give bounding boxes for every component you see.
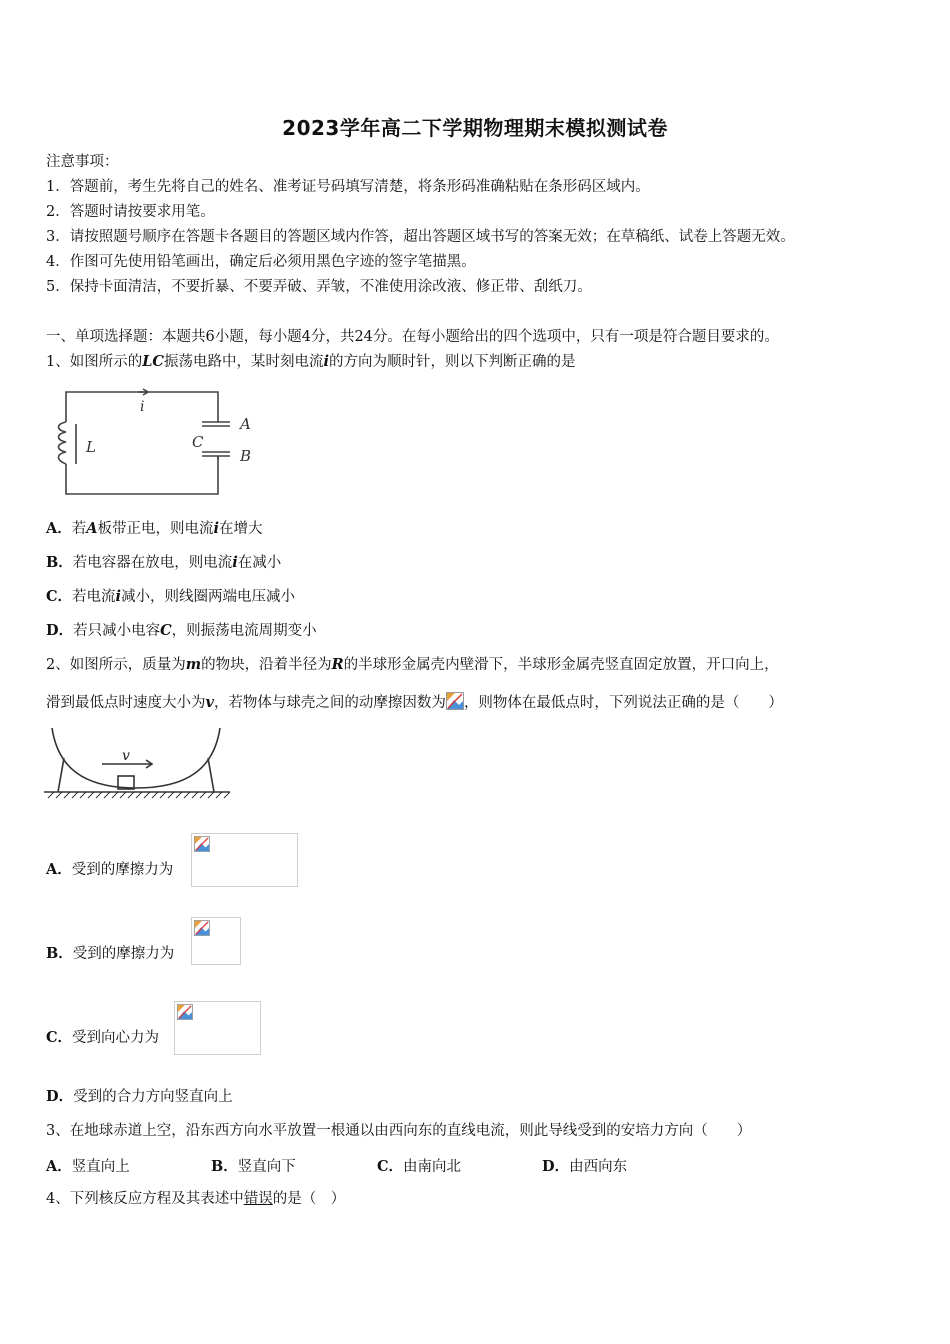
q1-stem-part: 的方向为顺时针，则以下判断正确的是 [329, 354, 576, 370]
option-text: 若电容器在放电，则电流 [72, 555, 233, 571]
broken-image-icon [194, 836, 210, 852]
option-label: A． [46, 520, 72, 537]
q1-option-d [46, 621, 317, 641]
option-text: 受到的合力方向竖直向上 [73, 1089, 233, 1105]
option-label: A． [46, 1158, 72, 1175]
section-heading: 一、单项选择题：本题共6小题，每小题4分，共24分。在每小题给出的四个选项中，只有一项是符合题目要求的。 [46, 329, 779, 345]
notice-item-3: 3．请按照题号顺序在答题卡各题目的答题区域内作答，超出答题区域书写的答案无效；在草稿纸、试卷上答题无效。 [46, 229, 795, 245]
q2-option-a [46, 860, 173, 880]
question-3-stem: 3、在地球赤道上空，沿东西方向水平放置一根通以由西向东的直线电流，则此导线受到的安培力方向（ ） [46, 1123, 752, 1139]
plate-b-label: B [240, 447, 252, 465]
q3-options-row [46, 1155, 906, 1175]
option-text: 受到向心力为 [72, 1030, 160, 1046]
option-text: 若 [71, 521, 87, 537]
inductor-label: L [86, 438, 96, 456]
q4-stem-part: 的是（ ） [272, 1191, 346, 1207]
option-text: 竖直向上 [71, 1159, 130, 1175]
q2-option-c [46, 1028, 159, 1048]
notice-heading: 注意事项： [46, 154, 119, 170]
option-symbol: A [86, 520, 98, 537]
option-label: D． [542, 1158, 570, 1175]
option-label: D． [46, 1088, 74, 1105]
option-text: 在增大 [219, 521, 263, 537]
option-label: B． [46, 945, 73, 962]
broken-image-icon [446, 692, 464, 710]
lc-circuit-figure [52, 382, 274, 502]
notice-item-1: 1．答题前，考生先将自己的姓名、准考证号码填写清楚，将条形码准确粘贴在条形码区域内。 [46, 179, 650, 195]
notice-item-5: 5．保持卡面清洁，不要折暴、不要弄破、弄皱，不准使用涂改液、修正带、刮纸刀。 [46, 279, 592, 295]
broken-image-icon [177, 1004, 193, 1020]
q1-stem-part: 振荡电路中，某时刻电流 [163, 354, 324, 370]
option-symbol: C [160, 622, 172, 639]
formula-image-placeholder [174, 1001, 261, 1055]
formula-image-placeholder [191, 833, 298, 887]
option-label: C． [46, 588, 73, 605]
page-title: 2023学年高二下学期物理期末模拟测试卷 [282, 116, 668, 140]
q1-i-symbol: i [323, 353, 329, 370]
q2-stem-part: 的物块，沿着半径为 [201, 657, 332, 673]
formula-image-placeholder [191, 917, 241, 965]
question-1-stem [46, 352, 576, 372]
option-text: 由西向东 [569, 1159, 628, 1175]
q1-option-c [46, 587, 295, 607]
velocity-label: v [122, 748, 130, 764]
option-label: B． [46, 554, 73, 571]
hemisphere-figure [44, 728, 230, 800]
option-text: 受到的摩擦力为 [71, 862, 174, 878]
option-text: 在减小 [237, 555, 282, 571]
option-label: C． [46, 1029, 73, 1046]
option-text: 板带正电，则电流 [97, 521, 214, 537]
plate-a-label: A [240, 415, 251, 433]
q2-stem-part: ，则物体在最低点时，下列说法正确的是（ ） [463, 695, 783, 711]
option-text: 由南向北 [403, 1159, 462, 1175]
q3-option-c [377, 1155, 461, 1176]
q2-option-d [46, 1087, 233, 1107]
question-4-stem [46, 1189, 345, 1209]
option-text: 受到的摩擦力为 [72, 946, 175, 962]
option-label: C． [377, 1158, 404, 1175]
q2-stem-part: 的半球形金属壳内壁滑下，半球形金属壳竖直固定放置，开口向上， [343, 657, 779, 673]
q2-stem-part: ，若物体与球壳之间的动摩擦因数为 [213, 695, 446, 711]
q1-lc-symbol: LC [142, 353, 164, 370]
current-label: i [140, 399, 145, 415]
q2-m-symbol: m [185, 656, 202, 673]
q3-option-d [542, 1155, 627, 1176]
option-text: 竖直向下 [237, 1159, 296, 1175]
option-text: 若电流 [72, 589, 116, 605]
q3-option-b [211, 1155, 296, 1176]
option-text: 若只减小电容 [73, 623, 161, 639]
q2-option-b [46, 944, 174, 964]
question-2-stem-line1 [46, 655, 779, 675]
q2-stem-part: 滑到最低点时速度大小为 [46, 695, 206, 711]
q3-option-a [46, 1155, 130, 1176]
capacitor-label: C [192, 433, 204, 451]
q1-stem-part: 1、如图所示的 [46, 354, 143, 370]
option-text: ，则振荡电流周期变小 [171, 623, 317, 639]
option-label: A． [46, 861, 72, 878]
q4-underlined-word: 错误 [243, 1191, 273, 1207]
q2-r-symbol: R [331, 656, 344, 673]
option-text: 减小，则线圈两端电压减小 [121, 589, 296, 605]
question-2-stem-line2 [46, 692, 783, 713]
q2-v-symbol: v [205, 694, 214, 711]
q4-stem-part: 4、下列核反应方程及其表述中 [46, 1191, 244, 1207]
q1-option-a [46, 519, 263, 539]
q2-stem-part: 2、如图所示，质量为 [46, 657, 186, 673]
notice-item-4: 4．作图可先使用铅笔画出，确定后必须用黑色字迹的签字笔描黑。 [46, 254, 476, 270]
option-symbol: i [232, 554, 238, 571]
option-symbol: i [213, 520, 220, 537]
q1-option-b [46, 553, 281, 573]
option-label: B． [211, 1158, 238, 1175]
broken-image-icon [194, 920, 210, 936]
notice-item-2: 2．答题时请按要求用笔。 [46, 204, 215, 220]
option-symbol: i [115, 588, 122, 605]
option-label: D． [46, 622, 74, 639]
